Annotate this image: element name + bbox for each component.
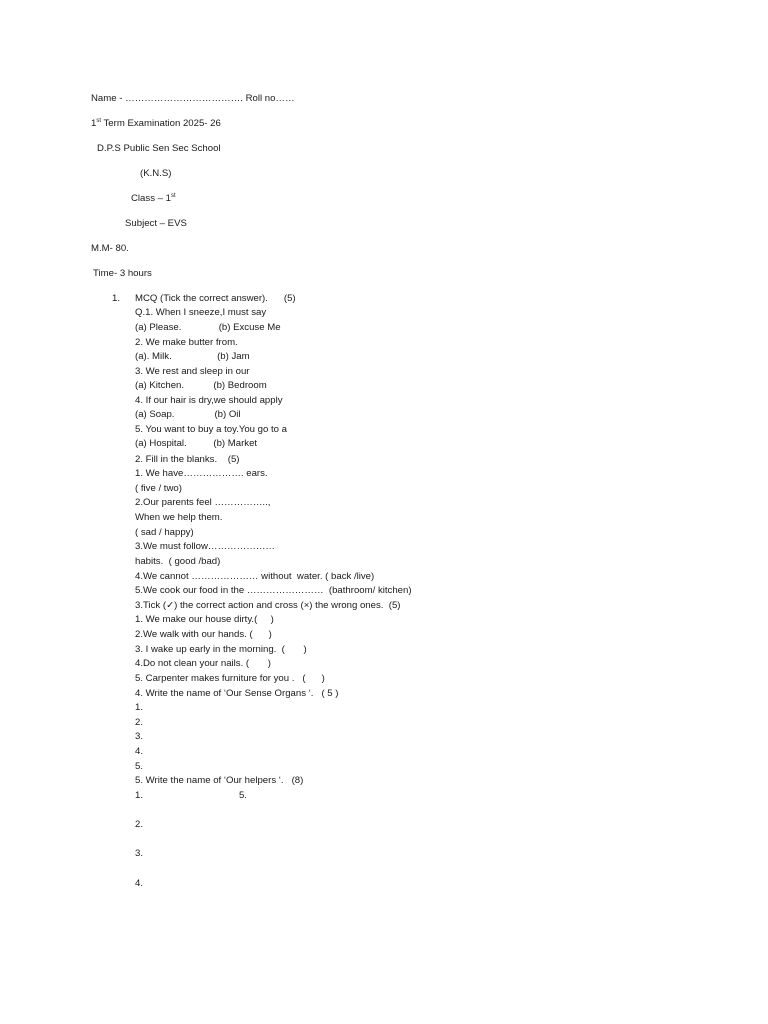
exam-title-sup: st	[96, 118, 102, 124]
name-roll-line: Name - ………………………………. Roll no……	[91, 93, 295, 104]
subject-line: Subject – EVS	[125, 218, 187, 229]
question-line: 5. You want to buy a toy.You go to a	[135, 424, 288, 435]
question-line: (a) Hospital. (b) Market	[135, 438, 258, 449]
question-line: 4. Write the name of ‘Our Sense Organs ‘. ( 5 )	[135, 688, 339, 699]
question-line: 3. I wake up early in the morning. ( )	[135, 644, 307, 655]
exam-title-prefix: 1	[91, 118, 97, 129]
exam-title-rest: Term Examination 2025- 26	[101, 118, 221, 129]
question-line: 4.We cannot ………………… without water. ( back /live)	[135, 571, 375, 582]
question-line: 1. 5.	[135, 790, 247, 801]
question-line: 4. If our hair is dry,we should apply	[135, 395, 283, 406]
question-line: (a) Kitchen. (b) Bedroom	[135, 380, 267, 391]
question-line: ( sad / happy)	[135, 527, 194, 538]
question-line: 1.	[135, 702, 144, 713]
question-line: 4.Do not clean your nails. ( )	[135, 658, 271, 669]
school-abbr: (K.N.S)	[140, 168, 172, 179]
question-line: 1. We have………………. ears.	[135, 468, 268, 479]
exam-title	[91, 118, 221, 130]
question-line: 2.We walk with our hands. ( )	[135, 629, 272, 640]
question-number: 1.	[112, 293, 121, 304]
question-line: MCQ (Tick the correct answer). (5)	[135, 293, 296, 304]
question-line: 5.	[135, 761, 144, 772]
question-line: Q.1. When I sneeze,I must say	[135, 307, 267, 318]
question-line: 4.	[135, 746, 144, 757]
question-line: 3.	[135, 731, 144, 742]
question-line: habits. ( good /bad)	[135, 556, 221, 567]
question-line: 2.	[135, 717, 144, 728]
school-name: D.P.S Public Sen Sec School	[97, 143, 221, 154]
question-line: 3.Tick (✓) the correct action and cross (×) the wrong ones. (5)	[135, 600, 401, 611]
question-line: 2.Our parents feel ……………..,	[135, 497, 271, 508]
question-line: (a) Please. (b) Excuse Me	[135, 322, 281, 333]
question-line: ( five / two)	[135, 483, 182, 494]
class-prefix: Class – 1	[131, 193, 171, 204]
question-line: 1. We make our house dirty.( )	[135, 614, 274, 625]
class-sup: st	[171, 193, 176, 199]
max-marks: M.M- 80.	[91, 243, 129, 254]
question-line: 2.	[135, 819, 144, 830]
question-line: 2. We make butter from.	[135, 337, 238, 348]
question-line: When we help them.	[135, 512, 223, 523]
question-line: 3.We must follow…………………	[135, 541, 276, 552]
question-line: 4.	[135, 878, 144, 889]
question-line: 5. Carpenter makes furniture for you . ( )	[135, 673, 325, 684]
question-line: 5.We cook our food in the …………………… (bathroom/ kitchen)	[135, 585, 412, 596]
question-line: 3. We rest and sleep in our	[135, 366, 250, 377]
question-line: (a) Soap. (b) Oil	[135, 409, 241, 420]
time-line: Time- 3 hours	[93, 268, 152, 279]
question-line: 3.	[135, 848, 144, 859]
question-line: 2. Fill in the blanks. (5)	[135, 454, 240, 465]
question-line: 5. Write the name of ‘Our helpers ‘. (8)	[135, 775, 304, 786]
class-line	[131, 193, 176, 205]
question-line: (a). Milk. (b) Jam	[135, 351, 250, 362]
